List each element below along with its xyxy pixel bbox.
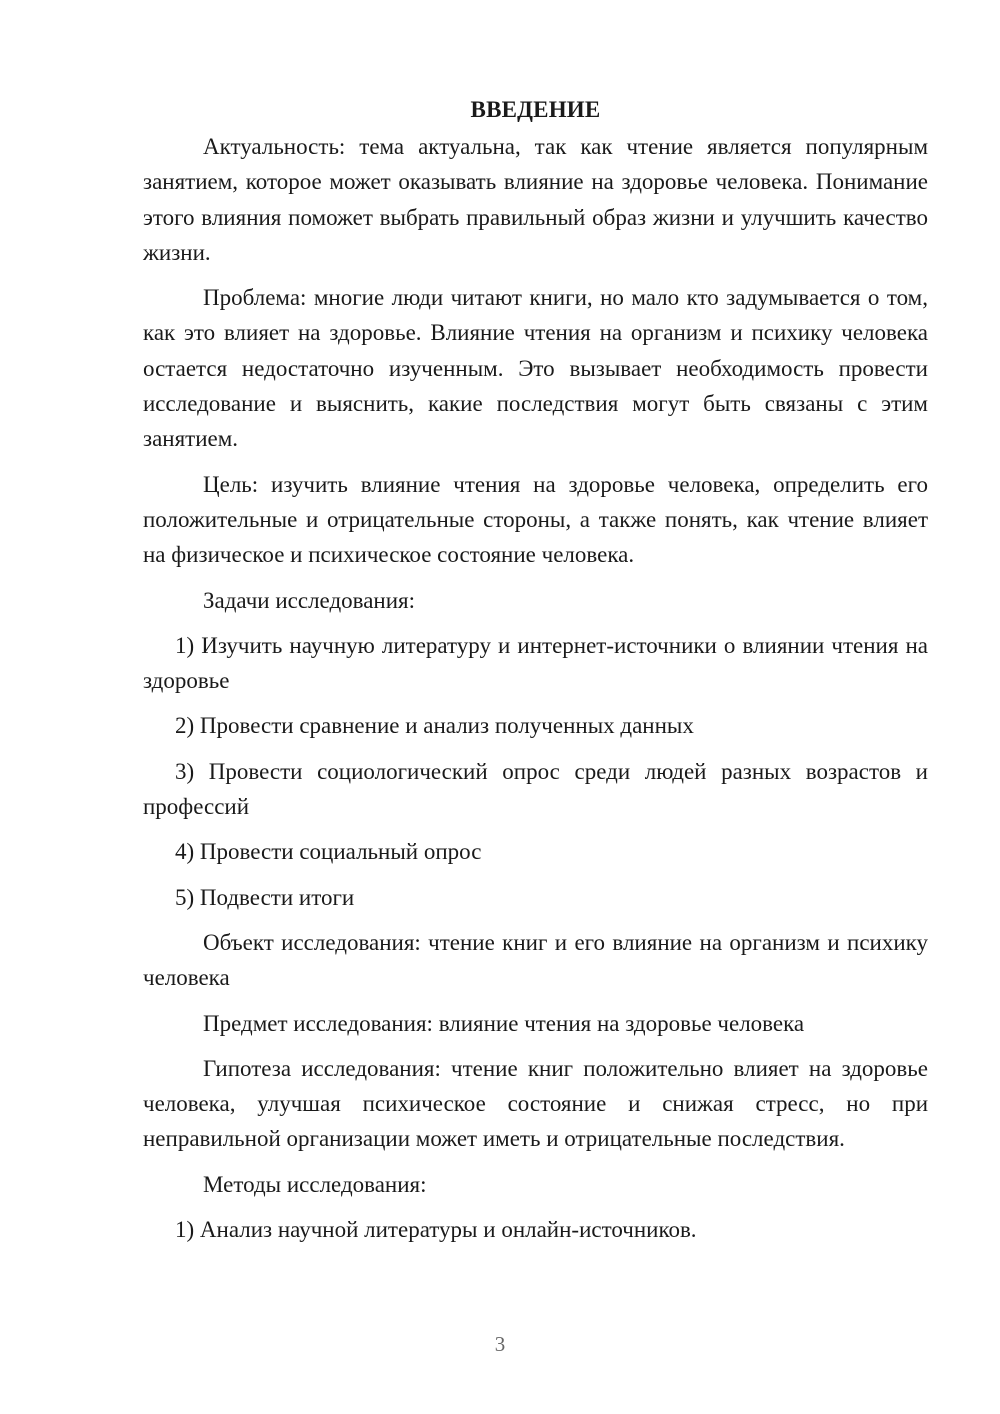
methods-heading: Методы исследования: (203, 1171, 427, 1197)
document-page (143, 92, 928, 1247)
paragraph-goal: Цель: изучить влияние чтения на здоровье человека, определить его положительные и отрицательные стороны, а также понять, как чтение влияет на физическое и психическое состояние человека. (143, 471, 928, 568)
paragraph-subject: Предмет исследования: влияние чтения на здоровье человека (203, 1010, 805, 1036)
section-title: ВВЕДЕНИЕ (470, 97, 601, 122)
paragraph-object: Объект исследования: чтение книг и его влияние на организм и психику человека (143, 929, 928, 991)
paragraph-problem: Проблема: многие люди читают книги, но мало кто задумывается о том, как это влияет на здоровье. Влияние чтения на организм и психику человека остается недостаточно изученным. Это вызывает необходимость провести исследование и выяснить, какие последствия могут быть связаны с этим занятием. (143, 285, 928, 452)
page-number: 3 (494, 1332, 506, 1356)
task-item-3: 3) Провести социологический опрос среди людей разных возрастов и профессий (143, 758, 928, 820)
method-item-1: 1) Анализ научной литературы и онлайн-источников. (175, 1217, 697, 1243)
paragraph-hypothesis: Гипотеза исследования: чтение книг положительно влияет на здоровье человека, улучшая психическое состояние и снижая стресс, но при неправильной организации может иметь и отрицательные последствия. (143, 1055, 928, 1152)
tasks-heading: Задачи исследования: (203, 587, 416, 613)
task-item-5: 5) Подвести итоги (175, 884, 355, 910)
paragraph-relevance: Актуальность: тема актуальна, так как чтение является популярным занятием, которое может оказывать влияние на здоровье человека. Понимание этого влияния поможет выбрать правильный образ жизни и улучшить качество жизни. (143, 134, 928, 265)
task-item-4: 4) Провести социальный опрос (175, 839, 482, 865)
task-item-2: 2) Провести сравнение и анализ полученных данных (175, 713, 694, 739)
task-item-1: 1) Изучить научную литературу и интернет-источники о влиянии чтения на здоровье (143, 632, 928, 694)
